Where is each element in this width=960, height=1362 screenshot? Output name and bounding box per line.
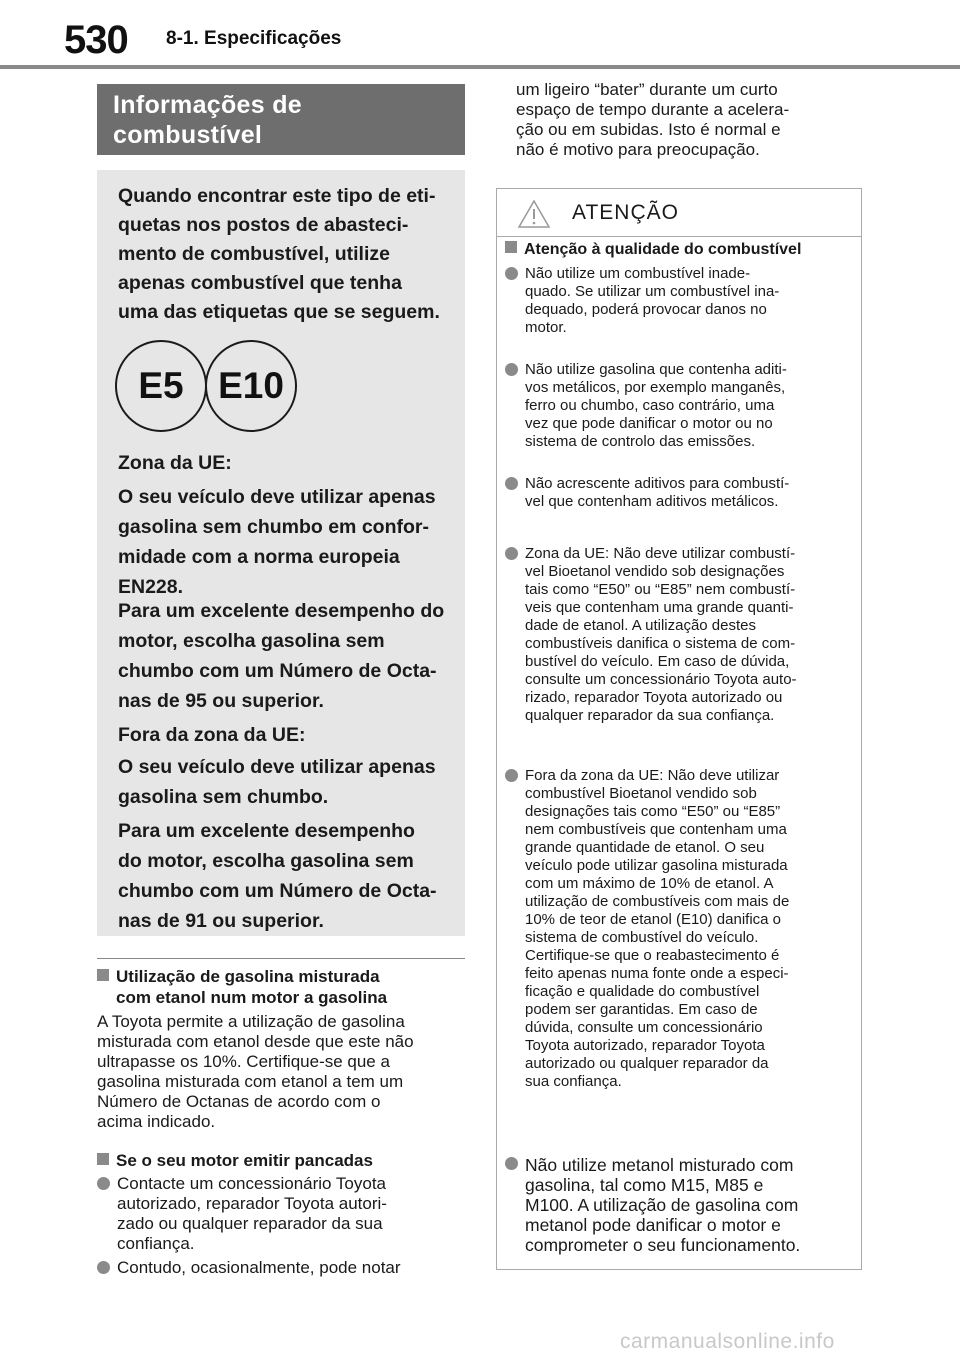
- attention-title: ATENÇÃO: [572, 201, 679, 224]
- knocking-continued-text: um ligeiro “bater” durante um curto espaço de tempo durante a acelera- ção ou em subidas. Isto é normal e não é motivo para preocupação.: [516, 80, 790, 159]
- topic-title: Informações de combustível: [113, 91, 302, 149]
- bullet-dot-icon: [505, 363, 518, 376]
- square-bullet-icon: [505, 241, 517, 253]
- eu-zone-text: O seu veículo deve utilizar apenas gasolina sem chumbo em confor- midade com a norma europeia EN228.: [118, 486, 436, 598]
- section-divider: [97, 958, 465, 959]
- ethanol-heading: Utilização de gasolina misturada com etanol num motor a gasolina: [97, 966, 465, 1008]
- bullet-dot-icon: [505, 477, 518, 490]
- page-number: 530: [64, 18, 128, 62]
- bullet-dot-icon: [505, 1157, 518, 1170]
- ethanol-paragraph: A Toyota permite a utilização de gasolina misturada com etanol desde que este não ultrapasse os 10%. Certifique-se que a gasolina misturada com etanol a tem um Número de Octanas de acordo com o acima indicado.: [97, 1012, 414, 1131]
- fuel-quality-heading: Atenção à qualidade do combustível: [505, 241, 801, 259]
- attention-divider: [497, 236, 861, 237]
- bullet-dot-icon: [97, 1261, 110, 1274]
- watermark: carmanualsonline.info: [620, 1330, 835, 1353]
- attention-box: [496, 188, 862, 1270]
- knocking-heading: Se o seu motor emitir pancadas: [97, 1150, 465, 1171]
- non-eu-zone-text: O seu veículo deve utilizar apenas gasolina sem chumbo.: [118, 756, 436, 808]
- topic-title-box: [97, 84, 465, 155]
- list-item: Contudo, ocasionalmente, pode notar: [97, 1258, 467, 1278]
- list-item: Não utilize um combustível inade- quado. Se utilizar um combustível ina- dequado, poderá provocar danos no motor.: [505, 265, 855, 337]
- list-item: Não acrescente aditivos para combustí- vel que contenham aditivos metálicos.: [505, 475, 855, 511]
- square-bullet-icon: [97, 1153, 109, 1165]
- list-item: Contacte um concessionário Toyota autorizado, reparador Toyota autori- zado ou qualquer reparador da sua confiança.: [97, 1174, 467, 1254]
- fuel-label-box: [97, 170, 465, 936]
- bullet-dot-icon: [97, 1177, 110, 1190]
- e10-fuel-label: E10: [205, 340, 297, 432]
- eu-zone-heading: Zona da UE:: [118, 452, 232, 474]
- e5-fuel-label: E5: [115, 340, 207, 432]
- warning-triangle-icon: [517, 199, 551, 229]
- non-eu-zone-heading: Fora da zona da UE:: [118, 724, 306, 746]
- list-item: Fora da zona da UE: Não deve utilizar combustível Bioetanol vendido sob designações tais como “E50” ou “E85” nem combustíveis que contenham uma grande quantidade de etanol. O seu veículo pode utilizar gasolina misturada com um máximo de 10% de etanol. A utilização de combustíveis com mais de 10% de teor de etanol (E10) danifica o sistema de combustível do veículo. Certifique-se que o reabastecimento é feito apenas numa fonte onde a especi- ficação e qualidade do combustível podem ser garantidas. Em caso de dúvida, consulte um concessionário Toyota autorizado, reparador Toyota autorizado ou qualquer reparador da sua confiança.: [505, 767, 855, 1091]
- bullet-dot-icon: [505, 547, 518, 560]
- non-eu-zone-octane: Para um excelente desempenho do motor, escolha gasolina sem chumbo com um Número de Octa- nas de 91 ou superior.: [118, 820, 437, 932]
- list-item: Não utilize gasolina que contenha aditi- vos metálicos, por exemplo manganês, ferro ou chumbo, caso contrário, uma vez que pode danificar o motor ou no sistema de controlo das emissões.: [505, 361, 855, 451]
- eu-zone-octane: Para um excelente desempenho do motor, escolha gasolina sem chumbo com um Número de Octa- nas de 95 ou superior.: [118, 600, 445, 712]
- fuel-intro: Quando encontrar este tipo de eti- quetas nos postos de abasteci- mento de combustível, utilize apenas combustível que tenha uma das etiquetas que se seguem.: [118, 185, 440, 323]
- bullet-dot-icon: [505, 267, 518, 280]
- list-item: Não utilize metanol misturado com gasolina, tal como M15, M85 e M100. A utilização de gasolina com metanol pode danificar o motor e comprometer o seu funcionamento.: [505, 1155, 855, 1255]
- square-bullet-icon: [97, 969, 109, 981]
- header-divider: [0, 65, 960, 69]
- bullet-dot-icon: [505, 769, 518, 782]
- section-title: 8-1. Especificações: [166, 28, 342, 49]
- list-item: Zona da UE: Não deve utilizar combustí- vel Bioetanol vendido sob designações tais como “E50” ou “E85” nem combustí- veis que contenham uma grande quanti- dade de etanol. A utilização destes combustíveis danifica o sistema de com- bustível do veículo. Em caso de dúvida, consulte um concessionário Toyota auto- rizado, reparador Toyota autorizado ou qualquer reparador da sua confiança.: [505, 545, 855, 725]
